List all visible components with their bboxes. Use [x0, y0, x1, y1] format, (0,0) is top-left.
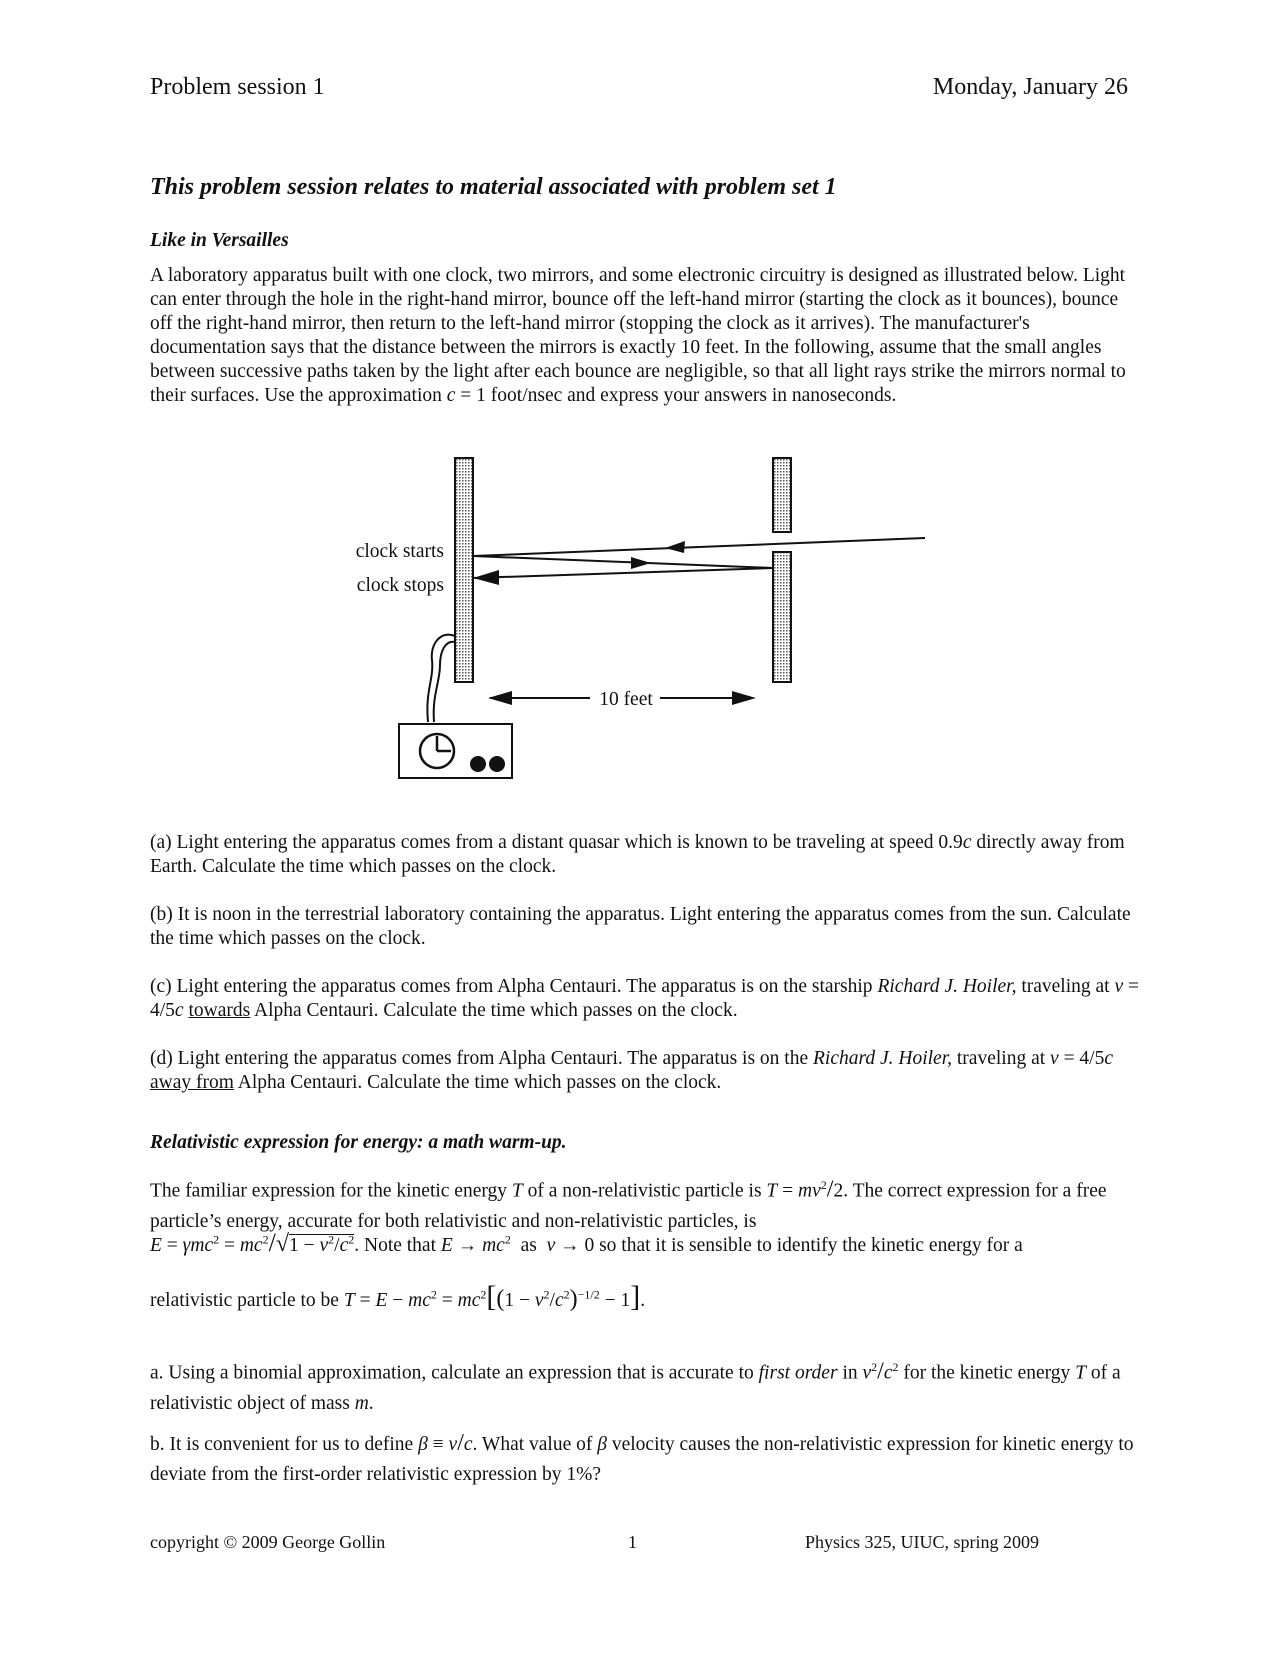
- v2-over-c2: v: [862, 1362, 872, 1384]
- clock-cable: [427, 635, 455, 722]
- right-mirror-lower: [773, 552, 791, 682]
- question-b-text: b. It is convenient for us to define: [150, 1434, 419, 1455]
- part-a-text-end: directly away from Earth. Calculate the time which passes on the clock.: [150, 832, 1125, 877]
- incoming-ray: [473, 538, 925, 556]
- question-a-T-symbol: T: [1075, 1362, 1087, 1384]
- bounce-arrowhead: [631, 557, 651, 569]
- energy-paragraph-1: The familiar expression for the kinetic energy T of a non-relativistic particle is $T = mv^2/2$. The correct expression for a free particle’s energy, accurate for both relativistic and non-relativistic particles, is: [150, 1176, 1107, 1232]
- part-c-direction: towards: [188, 1000, 251, 1021]
- part-d-v-symbol: v: [1050, 1048, 1059, 1069]
- intro-text: A laboratory apparatus built with one clock, two mirrors, and some electronic circuitry is designed as illustrated below. Light can enter through the hole in the right-hand mirror, bounce off the left-hand mirror (starting the clock as it bounces), bounce off the right-hand mirror, then return to the left-hand mirror (stopping the clock as it arrives). The manufacturer's documentation says that the distance between the mirrors is exactly 10 feet. In the following, assume that the small angles between successive paths taken by the light after each bounce are negligible, so that all light rays strike the mirrors normal to their surfaces. Use the approximation: [150, 265, 1126, 406]
- distance-arrowhead-right: [732, 691, 756, 705]
- kinetic-nonrel-formula: T: [766, 1180, 778, 1202]
- question-a-text-2: in: [837, 1362, 863, 1384]
- part-c-v-symbol: v: [1114, 976, 1124, 997]
- part-c-speed: = 4/5: [150, 976, 1139, 1021]
- bounce-ray: [473, 556, 773, 568]
- energy-T-symbol: T: [511, 1180, 523, 1202]
- left-mirror: [455, 458, 473, 682]
- question-b-beta: β: [597, 1434, 607, 1455]
- incoming-arrowhead: [665, 541, 685, 553]
- energy-paragraph-2: [150, 1228, 1140, 1258]
- footer-course: Physics 325, UIUC, spring 2009: [805, 1532, 1040, 1552]
- energy-text-4: . Note that: [354, 1235, 441, 1256]
- footer-copyright: copyright © 2009 George Gollin: [150, 1532, 386, 1552]
- clock-cable-2: [434, 642, 455, 722]
- question-a-m-symbol: m: [354, 1392, 369, 1414]
- part-c-text: (c) Light entering the apparatus comes from Alpha Centauri. The apparatus is on the starship: [150, 976, 878, 997]
- question-a-text: a. Using a binomial approximation, calculate an expression that is accurate to: [150, 1362, 759, 1384]
- header-left: Problem session 1: [150, 74, 325, 100]
- part-d-ship-name: Richard J. Hoiler,: [813, 1048, 953, 1069]
- question-a-period: .: [368, 1392, 374, 1414]
- part-d-text: (d) Light entering the apparatus comes from Alpha Centauri. The apparatus is on the: [150, 1048, 813, 1069]
- part-a-text: (a) Light entering the apparatus comes from a distant quasar which is known to be traveling at speed 0.9: [150, 832, 963, 853]
- question-a-first-order: first order: [758, 1362, 838, 1384]
- part-a: [150, 831, 1140, 879]
- part-b: (b) It is noon in the terrestrial laboratory containing the apparatus. Light entering the apparatus comes from the sun. Calculate the time which passes on the clock.: [150, 904, 1131, 949]
- part-d-direction: away from: [150, 1072, 234, 1093]
- page-title: This problem session relates to material associated with problem set 1: [150, 174, 837, 200]
- energy-text-6: relativistic particle to be: [150, 1290, 344, 1311]
- header-right: Monday, January 26: [932, 74, 1128, 100]
- part-c-c-symbol: c: [174, 1000, 184, 1021]
- part-d-speed: = 4/5: [1058, 1048, 1105, 1069]
- kinetic-rel-formula: $T = E - mc^2 = mc^2[(1 - v^2/c^2)^{-1/2} - 1]$.: [343, 1280, 646, 1313]
- energy-text-1: The familiar expression for the kinetic energy: [150, 1180, 512, 1202]
- question-a-text-4: of a relativistic object of mass: [150, 1362, 1121, 1414]
- right-mirror-upper: [773, 458, 791, 532]
- section-heading-versailles: Like in Versailles: [150, 230, 289, 251]
- part-a-c-symbol: c: [962, 832, 972, 853]
- intro-c-symbol: c: [446, 385, 456, 406]
- part-d: [150, 1047, 1140, 1095]
- part-d-c-symbol: c: [1104, 1048, 1114, 1069]
- clock-knob-right: [489, 756, 505, 772]
- beta-definition: β ≡ v/c: [418, 1430, 473, 1456]
- part-d-text-2: traveling at: [952, 1048, 1051, 1069]
- part-c: [150, 975, 1140, 1023]
- label-clock-starts: clock starts: [355, 541, 444, 562]
- energy-text-3: . The correct expression for a free particle’s energy, accurate for both relativistic and non-relativistic particles, is: [150, 1180, 1107, 1232]
- footer-page-number: 1: [628, 1532, 637, 1552]
- label-clock-stops: clock stops: [356, 575, 444, 596]
- energy-text-5: so that it is sensible to identify the kinetic energy for a: [594, 1235, 1023, 1256]
- section-heading-energy: Relativistic expression for energy: a math warm-up.: [150, 1132, 567, 1153]
- distance-arrowhead-left: [488, 691, 512, 705]
- energy-text-2: of a non-relativistic particle is: [522, 1180, 767, 1202]
- clock-knob-left: [470, 756, 486, 772]
- energy-paragraph-3: [150, 1280, 1140, 1314]
- part-c-text-2: traveling at: [1016, 976, 1115, 997]
- label-distance: 10 feet: [599, 689, 653, 710]
- limit-formula: $E \to mc^2$ as v → 0: [440, 1232, 595, 1256]
- intro-text-end: = 1 foot/nsec and express your answers in nanoseconds.: [455, 385, 897, 406]
- apparatus-diagram: [0, 0, 1280, 800]
- part-c-text-end: Alpha Centauri. Calculate the time which passes on the clock.: [250, 1000, 738, 1021]
- question-a-text-3: for the kinetic energy: [898, 1362, 1076, 1384]
- part-d-text-end: Alpha Centauri. Calculate the time which passes on the clock.: [233, 1072, 722, 1093]
- return-ray: [473, 568, 773, 578]
- part-c-ship-name: Richard J. Hoiler,: [877, 976, 1017, 997]
- question-b: [150, 1428, 1140, 1490]
- question-b-text-3: velocity causes the non-relativistic expression for kinetic energy to deviate from the first-order relativistic expression by 1%?: [150, 1434, 1134, 1485]
- energy-formula: $E = \gamma mc^2 = mc^2/√1 - v^2/c^2$: [150, 1228, 355, 1257]
- return-arrowhead: [473, 570, 499, 585]
- question-b-text-2: . What value of: [472, 1434, 598, 1455]
- question-a: a. Using a binomial approximation, calculate an expression that is accurate to first order in $v^2/c^2$ for the kinetic energy T of a relativistic object of mass m.: [150, 1358, 1121, 1414]
